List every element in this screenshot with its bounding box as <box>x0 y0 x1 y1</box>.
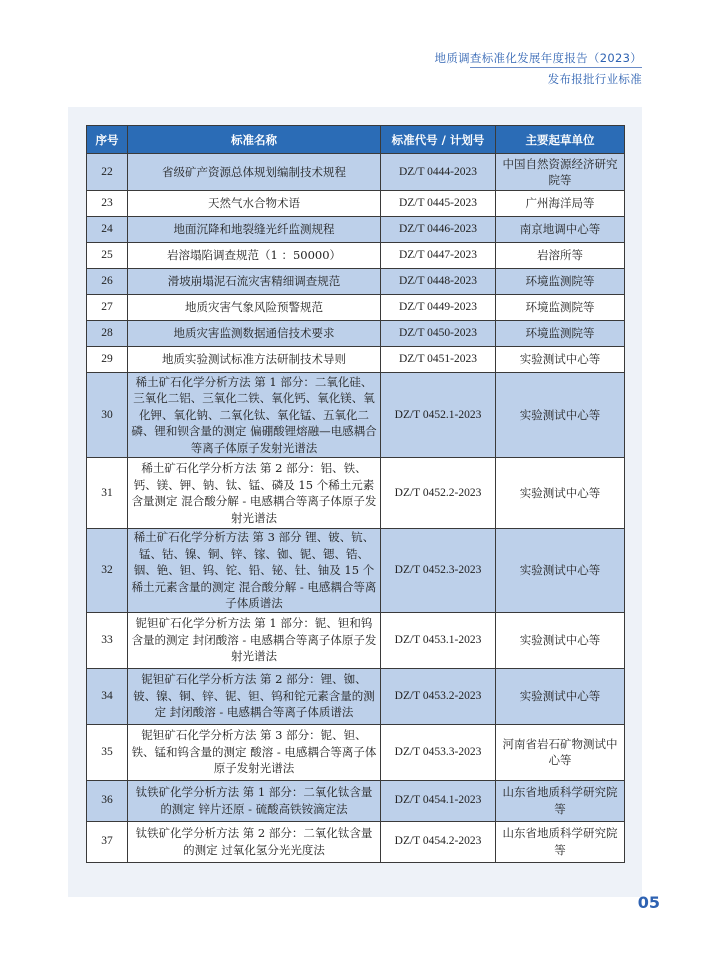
standard-code: DZ/T 0450-2023 <box>381 321 496 347</box>
standard-name: 铌钽矿石化学分析方法 第 2 部分：锂、铷、铍、镍、铜、锌、铌、钽、钨和铊元素含量的测定 封闭酸溶 - 电感耦合等离子体质谱法 <box>128 668 381 724</box>
drafting-org: 广州海洋局等 <box>496 191 625 217</box>
header-divider <box>470 67 642 68</box>
standard-code: DZ/T 0451-2023 <box>381 347 496 373</box>
table-row <box>87 154 625 191</box>
drafting-org: 实验测试中心等 <box>496 668 625 724</box>
standard-name: 稀土矿石化学分析方法 第 2 部分：铝、铁、钙、镁、钾、钠、钛、锰、磷及 15 个稀土元素含量测定 混合酸分解 - 电感耦合等离子体原子发射光谱法 <box>128 458 381 529</box>
row-number: 37 <box>87 821 128 862</box>
standard-code: DZ/T 0446-2023 <box>381 217 496 243</box>
drafting-org: 实验测试中心等 <box>496 612 625 668</box>
row-number: 33 <box>87 612 128 668</box>
table-row <box>87 458 625 529</box>
table-row <box>87 529 625 613</box>
table-row <box>87 724 625 780</box>
row-number: 27 <box>87 295 128 321</box>
column-header-name: 标准名称 <box>128 126 381 154</box>
row-number: 30 <box>87 373 128 458</box>
standard-name: 省级矿产资源总体规划编制技术规程 <box>128 154 381 191</box>
table-row <box>87 321 625 347</box>
standard-name: 滑坡崩塌泥石流灾害精细调查规范 <box>128 269 381 295</box>
drafting-org: 实验测试中心等 <box>496 373 625 458</box>
table-row <box>87 295 625 321</box>
standard-code: DZ/T 0452.3-2023 <box>381 529 496 613</box>
table-row <box>87 668 625 724</box>
row-number: 23 <box>87 191 128 217</box>
row-number: 35 <box>87 724 128 780</box>
row-number: 32 <box>87 529 128 613</box>
row-number: 36 <box>87 780 128 821</box>
drafting-org: 山东省地质科学研究院等 <box>496 780 625 821</box>
standard-code: DZ/T 0453.3-2023 <box>381 724 496 780</box>
standard-name: 天然气水合物术语 <box>128 191 381 217</box>
standard-name: 地质灾害气象风险预警规范 <box>128 295 381 321</box>
standard-name: 稀土矿石化学分析方法 第 3 部分 锂、铍、钪、锰、钴、镍、铜、锌、镓、铷、铌、锶、锆、铟、铯、钽、钨、铊、铅、铋、钍、铀及 15 个稀土元素含量的测定 混合酸分解 - 电感耦合等离子体质谱法 <box>128 529 381 613</box>
drafting-org: 山东省地质科学研究院等 <box>496 821 625 862</box>
table-row <box>87 347 625 373</box>
standard-code: DZ/T 0453.1-2023 <box>381 612 496 668</box>
standards-table <box>86 125 625 863</box>
table-row <box>87 780 625 821</box>
table-row <box>87 191 625 217</box>
row-number: 26 <box>87 269 128 295</box>
table-row <box>87 373 625 458</box>
standard-code: DZ/T 0448-2023 <box>381 269 496 295</box>
row-number: 22 <box>87 154 128 191</box>
page-number: 05 <box>637 893 660 912</box>
table-row <box>87 269 625 295</box>
column-header-code: 标准代号 / 计划号 <box>381 126 496 154</box>
standard-code: DZ/T 0447-2023 <box>381 243 496 269</box>
standard-name: 地面沉降和地裂缝光纤监测规程 <box>128 217 381 243</box>
standard-code: DZ/T 0445-2023 <box>381 191 496 217</box>
standard-code: DZ/T 0454.2-2023 <box>381 821 496 862</box>
drafting-org: 岩溶所等 <box>496 243 625 269</box>
standard-name: 钛铁矿化学分析方法 第 2 部分：二氧化钛含量的测定 过氧化氢分光光度法 <box>128 821 381 862</box>
standard-code: DZ/T 0452.1-2023 <box>381 373 496 458</box>
column-header-org: 主要起草单位 <box>496 126 625 154</box>
section-title: 发布报批行业标准 <box>547 72 642 86</box>
row-number: 24 <box>87 217 128 243</box>
drafting-org: 实验测试中心等 <box>496 347 625 373</box>
drafting-org: 实验测试中心等 <box>496 529 625 613</box>
report-title: 地质调查标准化发展年度报告（2023） <box>434 51 642 65</box>
drafting-org: 环境监测院等 <box>496 321 625 347</box>
drafting-org: 实验测试中心等 <box>496 458 625 529</box>
standard-code: DZ/T 0454.1-2023 <box>381 780 496 821</box>
table-row <box>87 821 625 862</box>
standard-name: 钛铁矿化学分析方法 第 1 部分：二氧化钛含量的测定 锌片还原 - 硫酸高铁铵滴定法 <box>128 780 381 821</box>
row-number: 29 <box>87 347 128 373</box>
row-number: 25 <box>87 243 128 269</box>
drafting-org: 河南省岩石矿物测试中心等 <box>496 724 625 780</box>
table-row <box>87 217 625 243</box>
table-header-row <box>87 126 625 154</box>
drafting-org: 环境监测院等 <box>496 295 625 321</box>
standard-code: DZ/T 0444-2023 <box>381 154 496 191</box>
drafting-org: 环境监测院等 <box>496 269 625 295</box>
row-number: 31 <box>87 458 128 529</box>
standard-name: 岩溶塌陷调查规范（1 ：50000） <box>128 243 381 269</box>
drafting-org: 中国自然资源经济研究院等 <box>496 154 625 191</box>
standard-code: DZ/T 0449-2023 <box>381 295 496 321</box>
table-row <box>87 243 625 269</box>
table-row <box>87 612 625 668</box>
standard-name: 地质实验测试标准方法研制技术导则 <box>128 347 381 373</box>
drafting-org: 南京地调中心等 <box>496 217 625 243</box>
standard-name: 铌钽矿石化学分析方法 第 3 部分：铌、钽、铁、锰和钨含量的测定 酸溶 - 电感耦合等离子体原子发射光谱法 <box>128 724 381 780</box>
column-header-no: 序号 <box>87 126 128 154</box>
standard-name: 地质灾害监测数据通信技术要求 <box>128 321 381 347</box>
standard-code: DZ/T 0452.2-2023 <box>381 458 496 529</box>
standard-code: DZ/T 0453.2-2023 <box>381 668 496 724</box>
row-number: 34 <box>87 668 128 724</box>
row-number: 28 <box>87 321 128 347</box>
standard-name: 铌钽矿石化学分析方法 第 1 部分：铌、钽和钨含量的测定 封闭酸溶 - 电感耦合等离子体原子发射光谱法 <box>128 612 381 668</box>
standard-name: 稀土矿石化学分析方法 第 1 部分：二氧化硅、三氧化二铝、三氧化二铁、氧化钙、氧化镁、氧化钾、氧化钠、二氧化钛、氧化锰、五氧化二磷、锂和钡含量的测定 偏硼酸锂熔融—电感耦合等离子体原子发射光谱法 <box>128 373 381 458</box>
